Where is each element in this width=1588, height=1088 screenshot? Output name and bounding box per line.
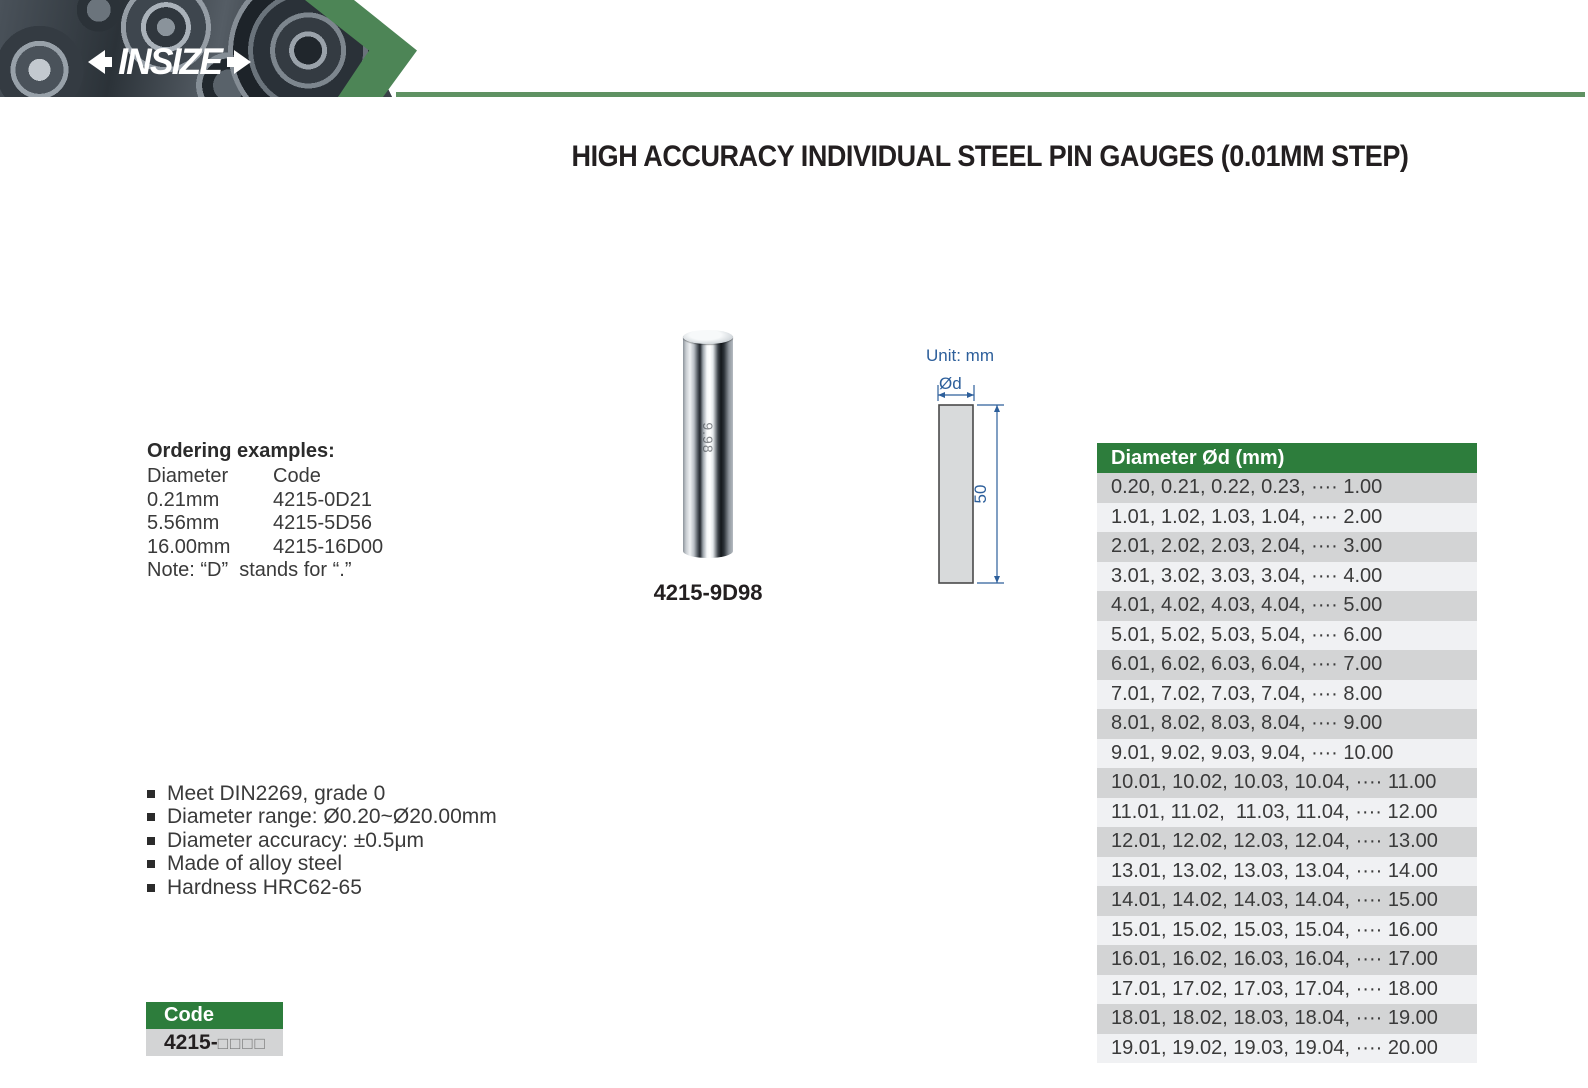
table-row: 12.01, 12.02, 12.03, 12.04, ···· 13.00 [1097,827,1477,857]
page-header [0,0,1588,97]
feature-item [147,782,497,806]
feature-text: Diameter range: Ø0.20~Ø20.00mm [167,805,497,829]
code-box [146,1002,283,1056]
table-row: 6.01, 6.02, 6.03, 6.04, ···· 7.00 [1097,650,1477,680]
ordering-diameter-value: 5.56mm [147,512,220,534]
feature-item [147,829,497,853]
ordering-row [147,512,383,536]
ordering-rows [147,489,383,560]
ordering-diameter-value: 16.00mm [147,535,231,558]
pin-gauge-photo [683,330,733,558]
table-row: 4.01, 4.02, 4.03, 4.04, ···· 5.00 [1097,591,1477,621]
feature-item [147,876,497,900]
bullet-square-icon [147,860,155,868]
ordering-row [147,536,383,560]
ordering-row [147,489,383,513]
table-row: 16.01, 16.02, 16.03, 16.04, ···· 17.00 [1097,945,1477,975]
table-row: 18.01, 18.02, 18.03, 18.04, ···· 19.00 [1097,1004,1477,1034]
unit-label: Unit: mm [926,346,994,365]
diameter-table [1097,443,1477,1063]
feature-text: Meet DIN2269, grade 0 [167,781,386,805]
code-prefix: 4215- [164,1031,218,1054]
feature-item [147,853,497,877]
code-box-value [146,1029,283,1056]
diameter-table-body [1097,473,1477,1063]
feature-text: Made of alloy steel [167,852,343,876]
pin-engraving-text: 9.98 [700,422,716,454]
page-title: HIGH ACCURACY INDIVIDUAL STEEL PIN GAUGES (0.01MM STEP) [571,140,1409,173]
logo-text: INSIZE [118,41,222,82]
table-row: 10.01, 10.02, 10.03, 10.04, ···· 11.00 [1097,768,1477,798]
ordering-code-value: 4215-5D56 [273,512,372,534]
code-placeholder-squares: □□□□ [217,1034,267,1053]
feature-list [147,782,497,900]
bullet-square-icon [147,884,155,892]
table-row: 1.01, 1.02, 1.03, 1.04, ···· 2.00 [1097,503,1477,533]
table-row: 5.01, 5.02, 5.03, 5.04, ···· 6.00 [1097,621,1477,651]
bullet-square-icon [147,813,155,821]
ordering-column-headers [147,465,383,489]
ordering-note: Note: “D” stands for “.” [147,559,352,581]
bullet-square-icon [147,837,155,845]
table-row: 2.01, 2.02, 2.03, 2.04, ···· 3.00 [1097,532,1477,562]
ordering-col-diameter: Diameter [147,465,229,487]
pin-outline-rect [939,405,973,583]
table-row: 9.01, 9.02, 9.03, 9.04, ···· 10.00 [1097,739,1477,769]
ordering-code-value: 4215-16D00 [273,535,384,558]
table-row: 13.01, 13.02, 13.03, 13.04, ···· 14.00 [1097,857,1477,887]
table-row: 17.01, 17.02, 17.03, 17.04, ···· 18.00 [1097,975,1477,1005]
pin-cylinder [683,336,733,558]
ordering-diameter-value: 0.21mm [147,488,220,511]
table-row: 3.01, 3.02, 3.03, 3.04, ···· 4.00 [1097,562,1477,592]
table-row: 8.01, 8.02, 8.03, 8.04, ···· 9.00 [1097,709,1477,739]
bullet-square-icon [147,790,155,798]
insize-logo [88,36,251,88]
ordering-examples [147,440,383,583]
logo-right-arrow-icon [227,50,251,74]
table-row: 14.01, 14.02, 14.03, 14.04, ···· 15.00 [1097,886,1477,916]
feature-item [147,806,497,830]
ordering-col-code: Code [273,465,321,487]
length-dim-label: 50 [971,484,990,504]
feature-text: Hardness HRC62-65 [167,875,362,899]
pin-top-cap [683,330,733,344]
product-code-label: 4215-9D98 [653,580,763,605]
code-box-header: Code [146,1002,283,1029]
dimension-drawing [898,337,1038,599]
diameter-dim-label: Ød [939,374,962,393]
diameter-table-header: Diameter Ød (mm) [1097,443,1477,473]
ordering-code-value: 4215-0D21 [273,488,372,511]
logo-left-arrow-icon [88,50,112,74]
header-divider-line [396,92,1585,97]
ordering-heading: Ordering examples: [147,440,335,462]
table-row: 0.20, 0.21, 0.22, 0.23, ···· 1.00 [1097,473,1477,503]
table-row: 19.01, 19.02, 19.03, 19.04, ···· 20.00 [1097,1034,1477,1064]
table-row: 11.01, 11.02, 11.03, 11.04, ···· 12.00 [1097,798,1477,828]
feature-text: Diameter accuracy: ±0.5μm [167,828,425,852]
table-row: 7.01, 7.02, 7.03, 7.04, ···· 8.00 [1097,680,1477,710]
table-row: 15.01, 15.02, 15.03, 15.04, ···· 16.00 [1097,916,1477,946]
